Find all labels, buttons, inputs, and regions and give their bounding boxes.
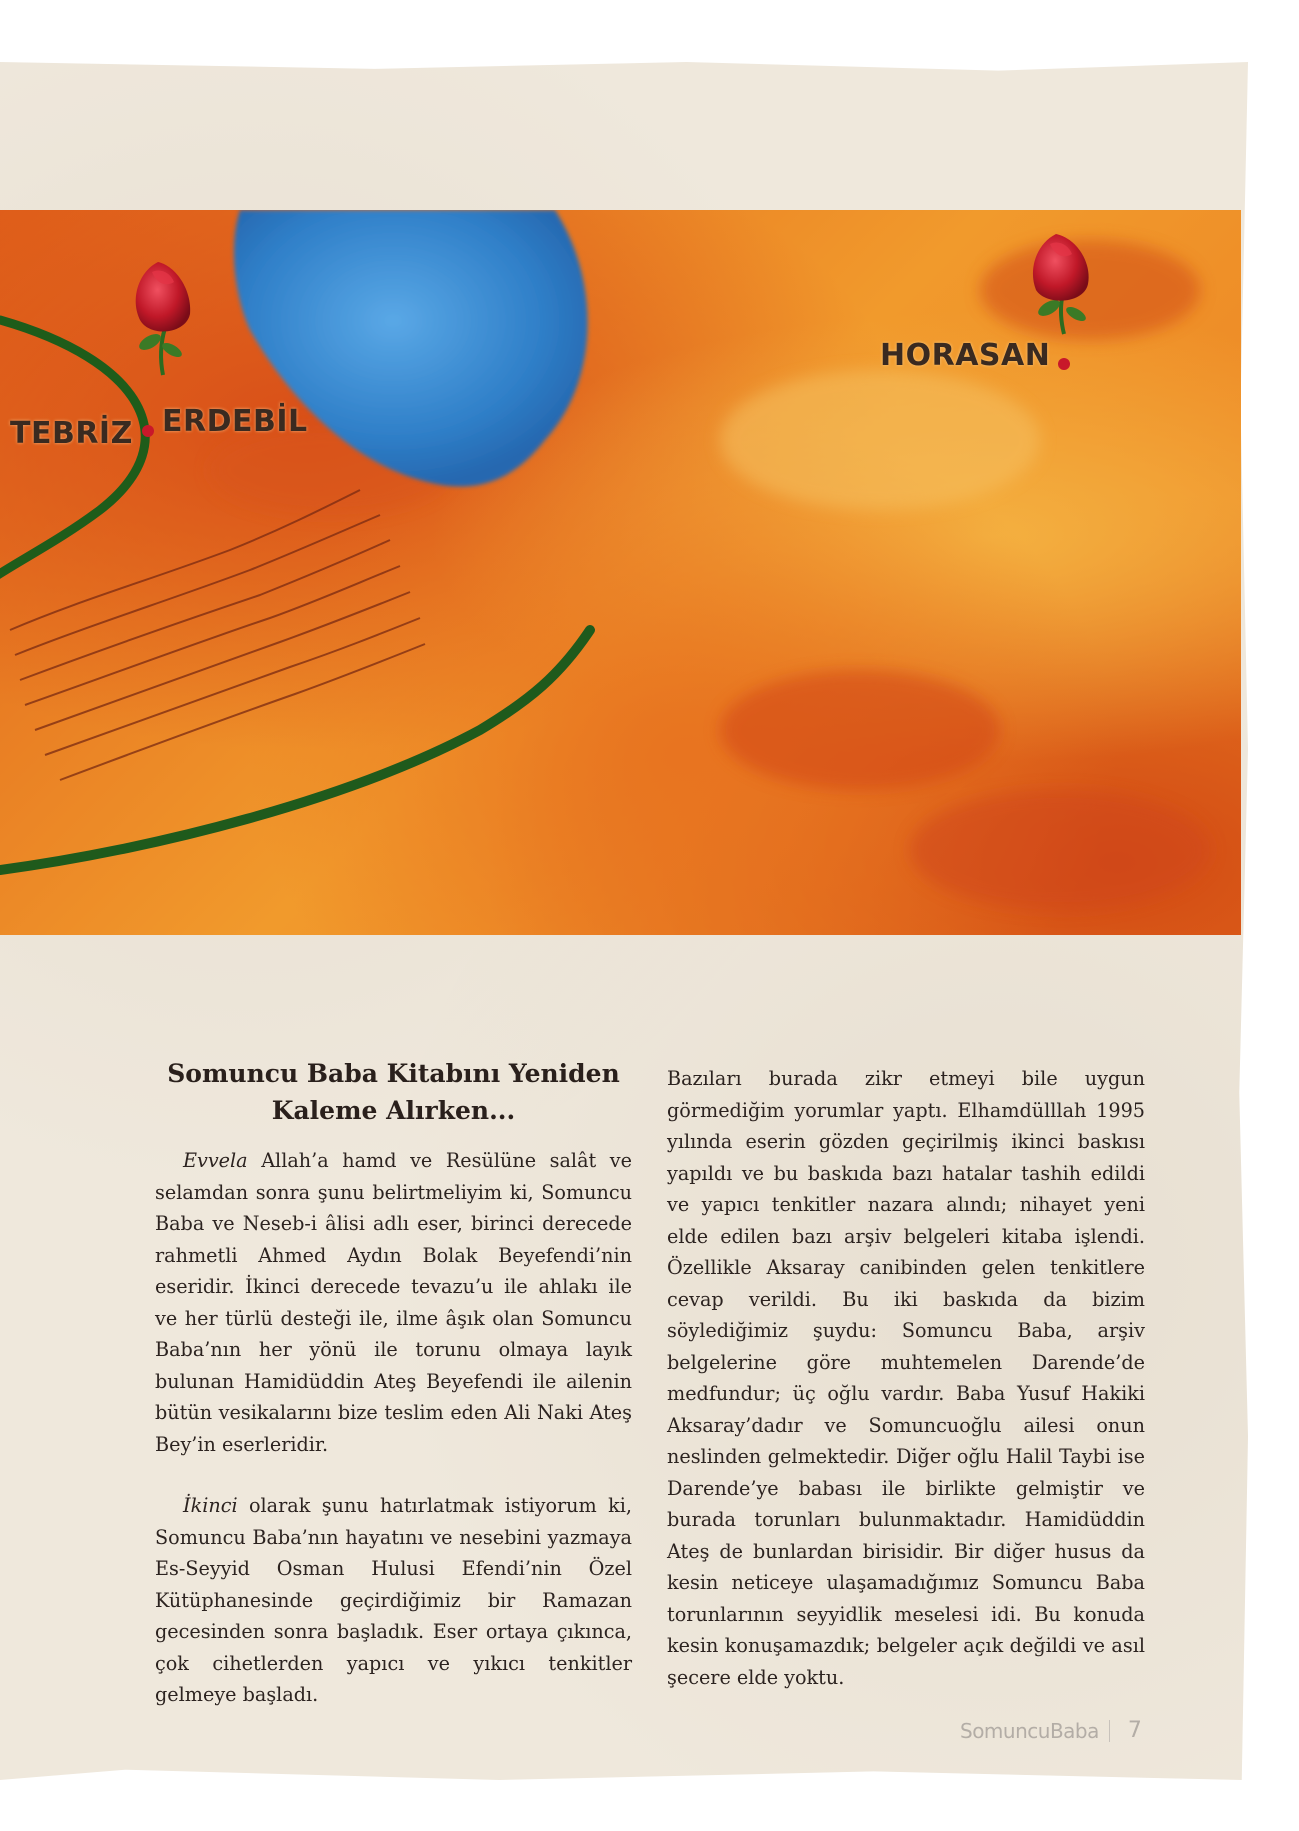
city-label-erdebil: ERDEBİL bbox=[162, 404, 308, 439]
page-footer bbox=[960, 1718, 1142, 1743]
paragraph-2 bbox=[155, 1490, 632, 1711]
banner-artwork bbox=[0, 210, 1241, 935]
footer-divider bbox=[1109, 1720, 1110, 1742]
article-left-column bbox=[155, 1055, 632, 1711]
article-right-column bbox=[667, 1063, 1145, 1693]
paragraph-3: Bazıları burada zikr etmeyi bile uygun görmediğim yorumlar yaptı. Elhamdülllah 1995 yılında eserin gözden geçirilmiş ikinci baskısı yapıldı ve bu baskıda bazı hatalar tashih edildi ve yapıcı tenkitler nazara alındı; nihayet yeni elde edilen bazı arşiv belgeleri kitaba işlendi. Özellikle Aksaray canibinden gelen tenkitlere cevap verildi. Bu iki baskıda da bizim söylediğimiz şuydu: Somuncu Baba, arşiv belgelerine göre muhtemelen Darende’de medfundur; üç oğlu vardır. Baba Yusuf Hakiki Aksaray’dadır ve Somuncuoğlu ailesi onun neslinden gelmektedir. Diğer oğlu Halil Taybi ise Darende’ye babası ile birlikte gelmiştir ve burada torunları bulunmaktadır. Hamidüddin Ateş de bunlardan birisidir. Bir diğer husus da kesin neticeye ulaşamadığımız Somuncu Baba torunlarının seyyidlik meselesi idi. Bu konuda kesin konuşamazdık; belgeler açık değildi ve asıl şecere elde yoktu. bbox=[667, 1067, 1145, 1689]
horasan-dot bbox=[1058, 358, 1070, 370]
page-number: 7 bbox=[1127, 1718, 1142, 1743]
footer-brand-baba: Baba bbox=[1049, 1718, 1099, 1743]
paragraph-1-lead: Evvela bbox=[183, 1149, 248, 1172]
article-title: Somuncu Baba Kitabını Yeniden Kaleme Alırken... bbox=[167, 1059, 620, 1125]
footer-brand-somuncu: Somuncu bbox=[960, 1718, 1050, 1743]
tebriz-dot bbox=[142, 425, 154, 437]
rose-left-icon bbox=[136, 262, 190, 375]
paragraph-1 bbox=[155, 1145, 632, 1460]
banner-illustration bbox=[0, 210, 1241, 935]
paragraph-1-body: Allah’a hamd ve Resülüne salât ve selamdan sonra şunu belirtmeliyim ki, Somuncu Baba ve Neseb-i âlisi adlı eser, birinci derecede rahmetli Ahmed Aydın Bolak Beyefendi’nin eseridir. İkinci derecede tevazu’u ile ahlakı ile ve her türlü desteği ile, ilme âşık olan Somuncu Baba’nın her yönü ile torunu olmaya layık bulunan Hamidüddin Ateş Beyefendi ile ailenin bütün vesikalarını bize teslim eden Ali Naki Ateş Bey’in eserleridir. bbox=[155, 1149, 632, 1456]
city-label-horasan: HORASAN bbox=[880, 338, 1051, 373]
city-label-tebriz: TEBRİZ bbox=[10, 416, 133, 451]
paragraph-2-body: olarak şunu hatırlatmak istiyorum ki, Somuncu Baba’nın hayatını ve nesebini yazmaya Es-Seyyid Osman Hulusi Efendi’nin Özel Kütüphanesinde geçirdiğimiz bir Ramazan gecesinden sonra başladık. Eser ortaya çıkınca, çok cihetlerden yapıcı ve yıkıcı tenkitler gelmeye başladı. bbox=[155, 1494, 632, 1706]
paragraph-2-lead: İkinci bbox=[183, 1494, 238, 1517]
